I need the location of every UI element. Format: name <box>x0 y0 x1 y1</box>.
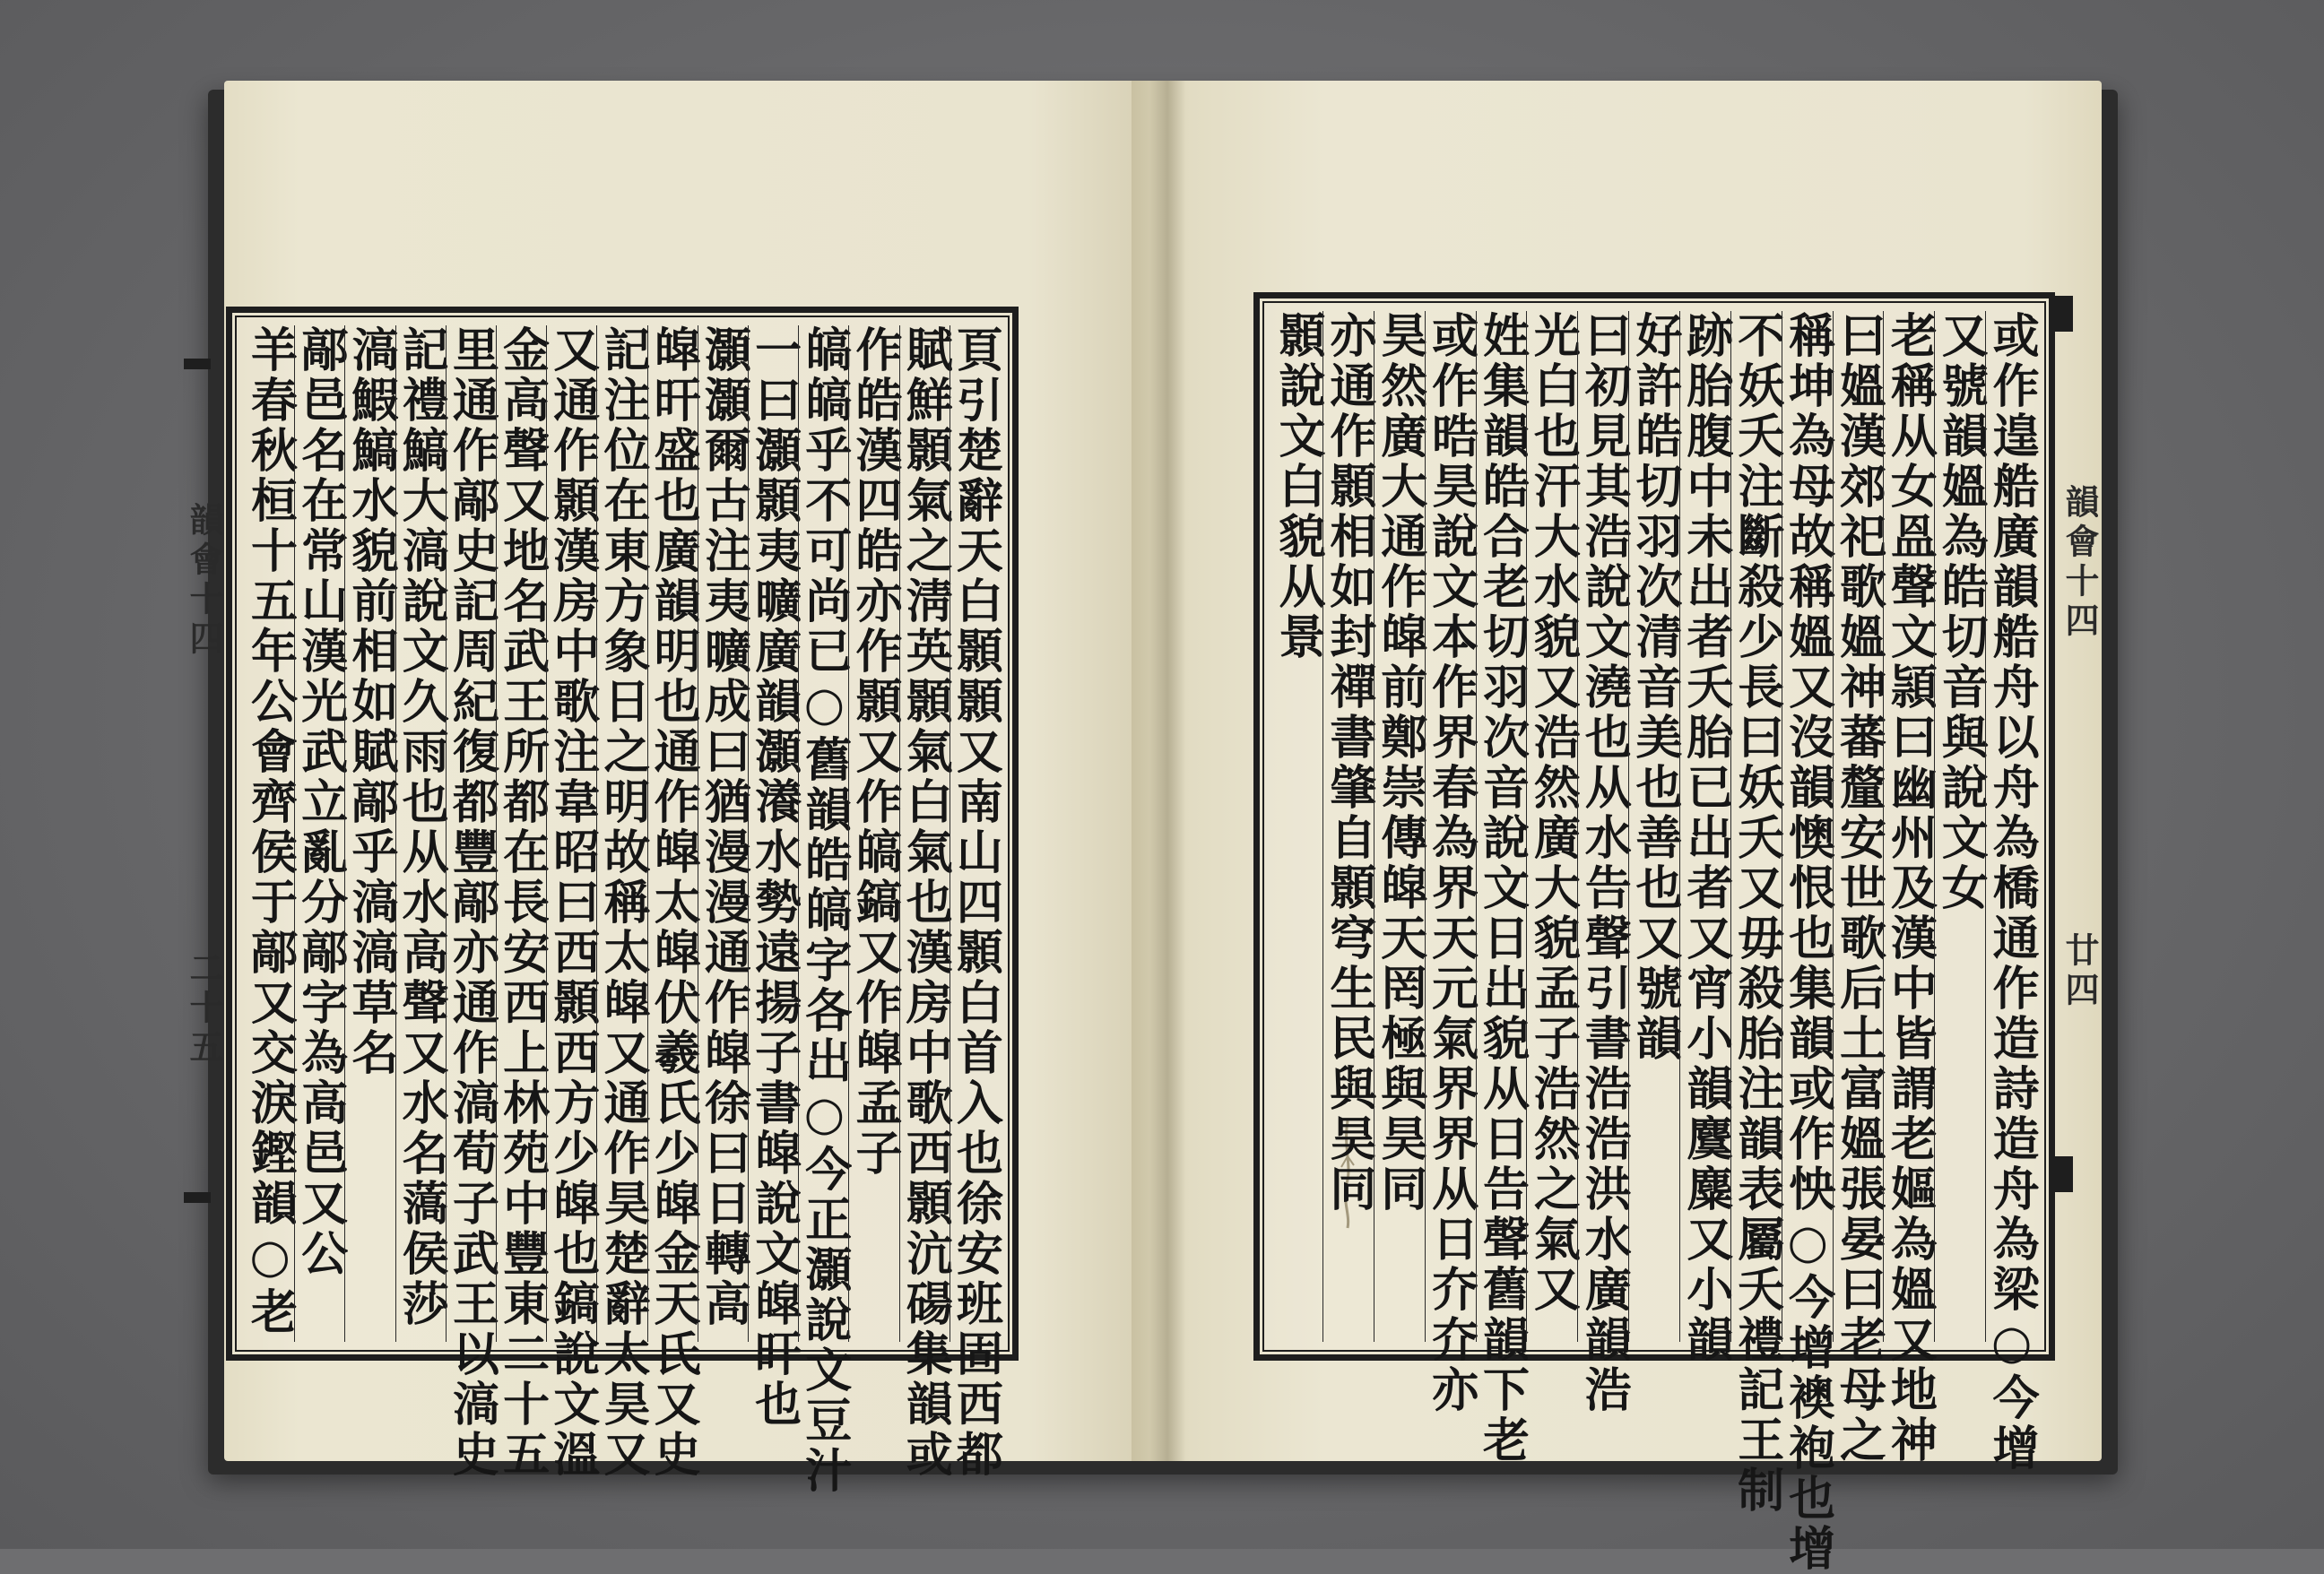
right-column-3 <box>1882 311 1938 1466</box>
column-text: 亦通作顥相如封禪書肇自顥穹生民與昊同 <box>1321 311 1376 1215</box>
column-text: 金高聲又地名武王所都在長安西上林苑中豐東二十五 <box>494 325 550 1480</box>
column-text: 記禮鰝大滈說文久雨也从水高聲又水名薃侯莎 <box>394 325 449 1329</box>
right-column-11 <box>1474 311 1530 1466</box>
column-text: 不妖夭注斷殺少長曰妖夭又毋殺胎注韻表屬夭禮記王制 <box>1729 311 1784 1516</box>
column-text: 又號韻媼為皓切音與說文女 <box>1933 311 1989 913</box>
book-gutter <box>1149 81 1185 1461</box>
right-column-12 <box>1423 311 1479 1415</box>
column-text: 稱坤為母故稱媼又沒韻懊恨也集韻或作怏○今增襖袍也增 <box>1780 311 1835 1574</box>
left-column-11 <box>444 325 499 1480</box>
left-column-5 <box>746 325 802 1430</box>
column-text: 里通作鄗史記周紀復都豐鄗亦通作滈荀子武王以滈史 <box>444 325 499 1480</box>
right-column-5 <box>1780 311 1835 1574</box>
left-column-3 <box>846 325 902 1342</box>
column-text: 好許皓切羽次清音美也善也又號韻 <box>1627 311 1683 1064</box>
left-column-4 <box>796 325 852 1496</box>
left-column-7 <box>646 325 701 1480</box>
column-text: 灝灝爾古注夷曠成曰猶漫漫通作皡徐曰日轉高 <box>696 325 751 1329</box>
column-text: 一曰灝顥夷曠廣韻灝瀁水勢遠揚子書皡說文皡旰也 <box>746 325 802 1430</box>
right-margin-number: 廿四 <box>2060 932 2100 1011</box>
right-text-columns <box>1270 311 2040 1574</box>
left-column-9 <box>544 325 600 1480</box>
right-column-1 <box>1984 311 2040 1474</box>
column-text: 賦鮮顥氣之淸英顥氣白氣也漢房中歌西顥沆碭集韻或 <box>898 325 953 1480</box>
left-column-10 <box>494 325 550 1480</box>
column-text: 或作遑艁廣韻艁舟以舟為橋通作造詩造舟為梁○今增 <box>1984 311 2040 1474</box>
right-column-10 <box>1525 311 1581 1342</box>
column-text: 顥說文白貌从景 <box>1270 311 1326 662</box>
fold-mark-icon <box>2051 296 2073 332</box>
column-text: 跡胎腹中未出者夭胎已出者又宵小韻麌麋又小韻 <box>1678 311 1733 1365</box>
left-margin-label: 韻會十四 <box>184 502 224 660</box>
column-text: 老稱从女𥁕聲文頴曰幽州及漢中皆謂老嫗為媼又地神 <box>1882 311 1938 1466</box>
left-margin-number: 二十五 <box>184 950 224 1068</box>
left-column-13 <box>343 325 398 1342</box>
left-column-14 <box>292 325 348 1342</box>
right-column-8 <box>1627 311 1683 1342</box>
right-column-2 <box>1933 311 1989 1342</box>
fold-mark-icon <box>184 1192 211 1203</box>
right-column-14 <box>1322 311 1374 1342</box>
left-column-15 <box>242 325 298 1342</box>
column-text: 昊然廣大通作皡前鄭崇傳皡天罔極與昊同 <box>1372 311 1427 1215</box>
left-column-1 <box>948 325 1003 1480</box>
column-text: 滈鰕鰝水貌前相如賦鄗乎滈滈草名 <box>343 325 398 1078</box>
column-text: 作皓漢四皓亦作顥又作皜鎬又作皡孟子 <box>846 325 902 1179</box>
column-text: 皜皜乎不可尚已○舊韻皓皜字各出○今正灝說文豆汁 <box>796 325 852 1496</box>
column-text: 頁引楚辭天白顥顥又南山四顥白首入也徐安班固西都 <box>948 325 1003 1480</box>
right-column-6 <box>1729 311 1784 1516</box>
left-print-frame <box>226 307 1019 1496</box>
right-column-7 <box>1678 311 1733 1365</box>
column-text: 皡旰盛也廣韻明也通作皡太皡伏羲氏少皡金天氏又史 <box>646 325 701 1480</box>
right-column-4 <box>1831 311 1886 1466</box>
column-text: 記注位在東方象日之明故稱太皡又通作昊楚辭太昊又 <box>594 325 650 1480</box>
right-column-9 <box>1576 311 1632 1415</box>
left-column-8 <box>594 325 650 1480</box>
left-text-columns <box>242 325 1003 1496</box>
right-column-13 <box>1374 311 1425 1342</box>
left-column-6 <box>696 325 751 1342</box>
column-text: 曰媼漢郊祀歌媼神蕃釐安世歌后土富媼張晏曰老母之 <box>1831 311 1886 1466</box>
right-margin-label: 韻會十四 <box>2060 484 2100 642</box>
fold-mark-icon <box>2051 1156 2073 1192</box>
column-text: 姓集韻皓合老切羽次音說文日出貌从日告聲舊韻下老 <box>1474 311 1530 1466</box>
fold-mark-icon <box>184 359 211 369</box>
column-text: 羊春秋桓十五年公會齊侯于鄗又交淚鏗韻○老 <box>242 325 298 1337</box>
column-text: 或作晧昊說文本作界春為界天元氣界界从日夰夰亦 <box>1423 311 1479 1415</box>
left-column-12 <box>394 325 449 1342</box>
right-print-frame <box>1253 292 2055 1574</box>
right-column-15 <box>1270 311 1326 1342</box>
left-column-2 <box>898 325 953 1480</box>
column-text: 鄗邑名在常山漢光武立亂分鄗字為高邑又公 <box>292 325 348 1279</box>
column-text: 曰初見其浩說文澆也从水告聲引書浩浩洪水廣韻浩 <box>1576 311 1632 1415</box>
column-text: 光白也汗大水貌又浩然廣大貌孟子浩然之氣又 <box>1525 311 1581 1315</box>
column-text: 又通作顥漢房中歌注韋昭曰西顥西方少皡也鎬說文溫 <box>544 325 600 1480</box>
